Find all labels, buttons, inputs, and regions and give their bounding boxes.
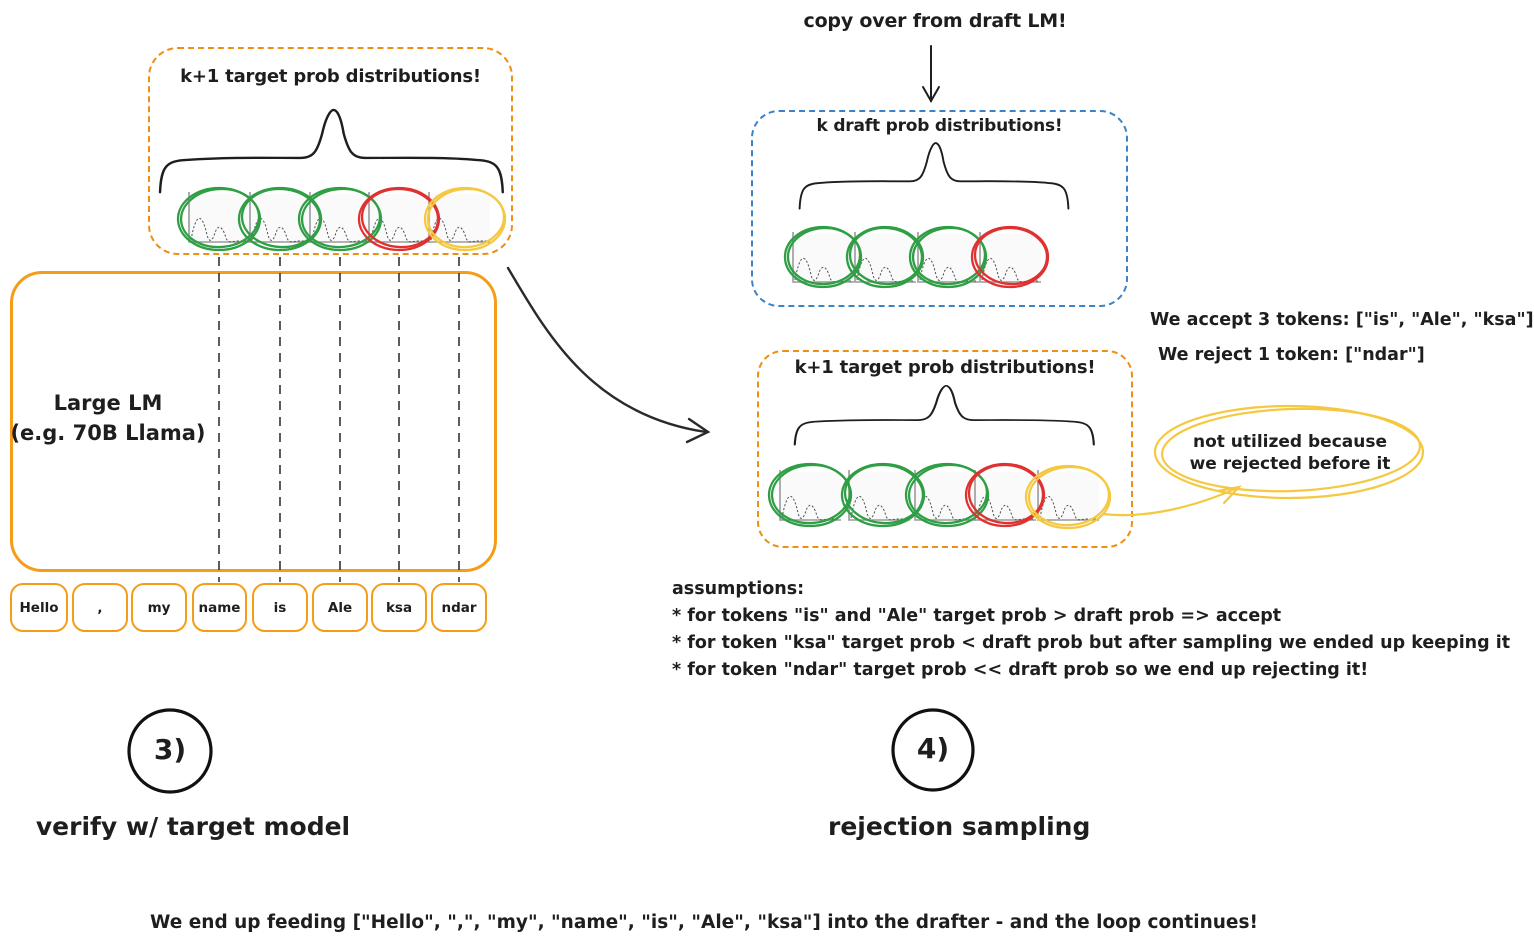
token-name: name [192,583,247,632]
token-ksa: ksa [371,583,427,632]
not-utilized-bubble [1103,405,1423,516]
assumptions-heading: assumptions: [672,579,805,599]
step-4-label: rejection sampling [828,812,1091,841]
step-4-number: 4) [916,732,950,765]
token-ndar: ndar [431,583,487,632]
bubble-text-line2: we rejected before it [1189,454,1391,474]
copy-over-arrow [923,46,939,101]
token-hello: Hello [10,583,68,632]
large-lm-label-line2: (e.g. 70B Llama) [10,421,206,445]
verify-to-rejection-arrow [508,268,708,442]
token-is: is [252,583,308,632]
reject-note: We reject 1 token: ["ndar"] [1158,345,1425,365]
draft-box-title: k draft prob distributions! [816,116,1063,136]
step-3-number: 3) [153,733,187,766]
brace-draft [800,143,1069,209]
bubble-tail [1103,488,1237,515]
token-ale: Ale [312,583,368,632]
token-to-distribution-connectors [219,257,459,582]
step-3-label: verify w/ target model [35,812,351,841]
footer-text: We end up feeding ["Hello", ",", "my", "name", "is", "Ale", "ksa"] into the drafter - and the loop continues! [150,912,1258,933]
token-comma: , [72,583,128,632]
assumption-item: * for token "ndar" target prob << draft prob so we end up rejecting it! [672,660,1369,680]
brace-target-right [795,386,1094,445]
token-my: my [131,583,187,632]
brace-top-left [160,110,503,192]
assumption-item: * for token "ksa" target prob < draft prob but after sampling we ended up keeping it [672,633,1511,653]
copy-over-note: copy over from draft LM! [803,10,1067,32]
accept-note: We accept 3 tokens: ["is", "Ale", "ksa"] [1150,310,1534,330]
assumption-item: * for tokens "is" and "Ale" target prob > draft prob => accept [672,606,1282,626]
bubble-text-line1: not utilized because [1192,432,1388,452]
target-right-distribution-plots [780,470,1099,520]
target-box-left-title: k+1 target prob distributions! [180,66,481,87]
step-3-circle [129,710,211,792]
step-4-circle [893,710,973,790]
target-left-distribution-plots [189,192,490,242]
target-box-right-title: k+1 target prob distributions! [794,357,1096,378]
large-lm-label-line1: Large LM [53,391,163,415]
